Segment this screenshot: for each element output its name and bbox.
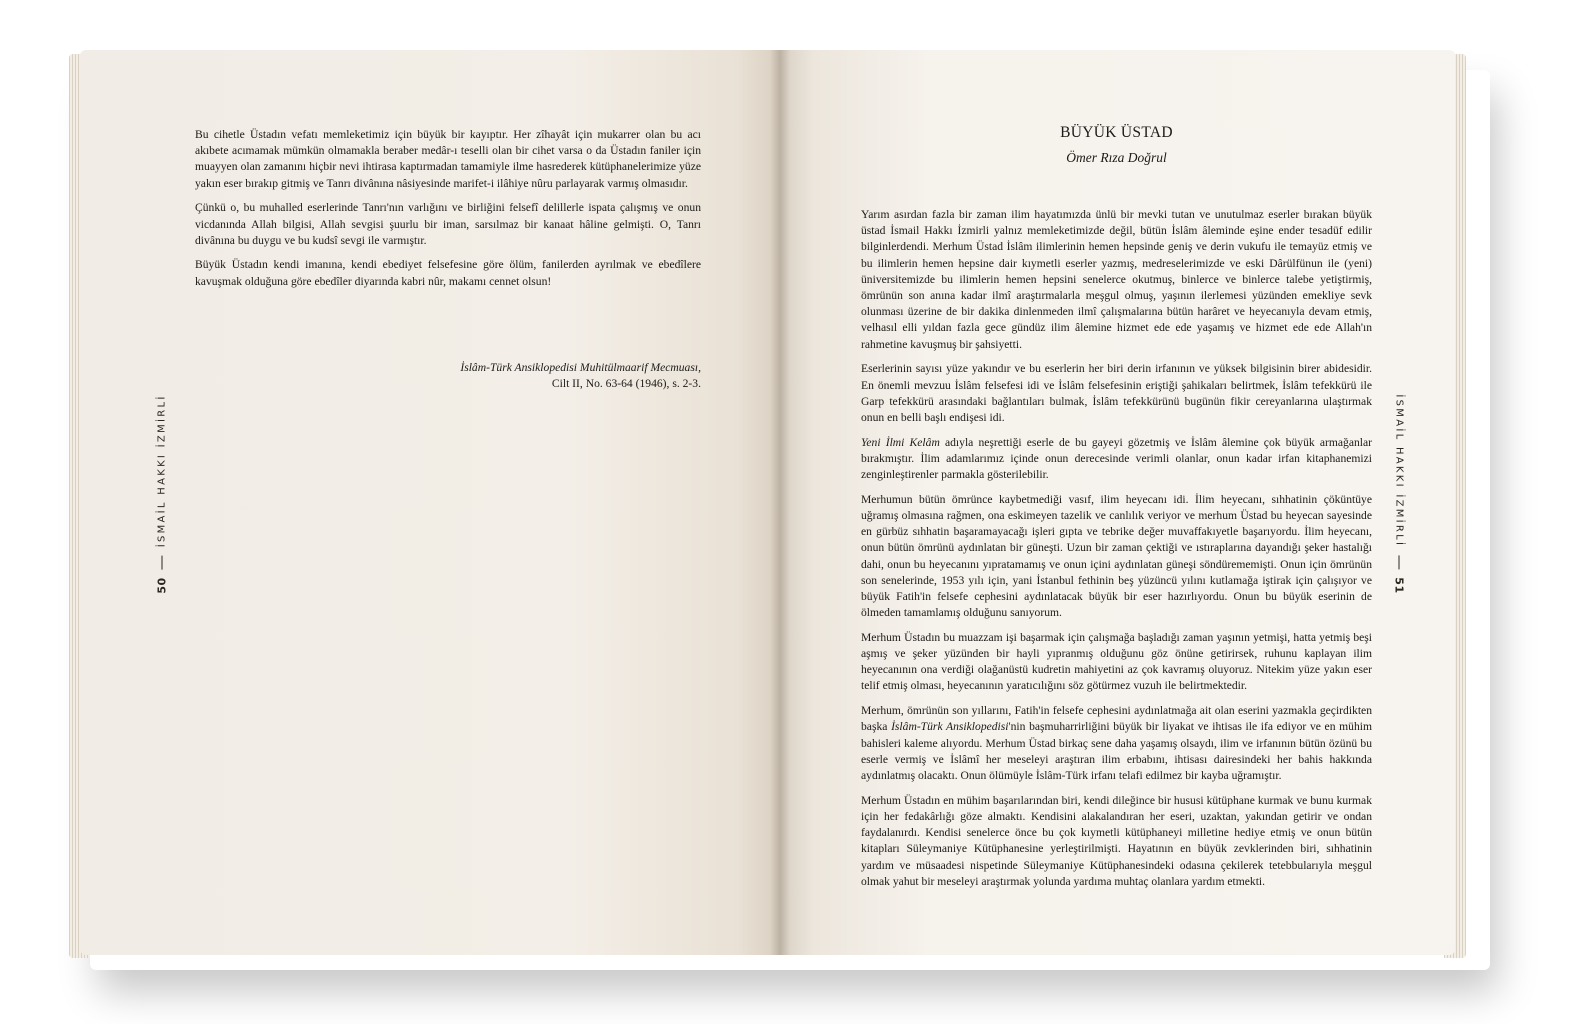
page-number: 50 bbox=[155, 577, 169, 594]
separator bbox=[162, 555, 163, 569]
paragraph: Yarım asırdan fazla bir zaman ilim hayatımızda ünlü bir mevki tutan ve unutulmaz eserler bırakan büyük üstad İsmail Hakkı İzmirli yalnız memleketimizde değil, bütün İslâm âleminde eşine ender tesadüf edilir bilginlerdendi. Merhum Üstad İslâm ilimlerinin hemen hepsinde geniş ve derin vukufu ile temayüz etmiş ve bu ilimlerin hemen hepsine dair kıymetli eserler yazmış, medreselerimizde ve eski Dârülfünun ile (yeni) üniversitemizde bu ilimlerin hemen hepsini senelerce okutmuş, binlerce ve binlerce talebe yetiştirmiş, ömrünün son anına kadar ilmî araştırmalarla meşgul olmuş, yaşının ilerlemesi yüzünden emekliye sevk olunması üzerine de bir dakika dinlenmeden ilmî çalışmalarına bütün harâret ve heyecanıyla devam etmiş, velhasıl elli yıldan fazla gece gündüz ilim âlemine hizmet ede ede yaşamış ve hizmet ede ede Allah'ın rahmetine kavuşmuş bir şahsiyetti. bbox=[861, 208, 1372, 351]
running-head-text: İSMAİL HAKKI İZMİRLİ bbox=[156, 394, 168, 548]
separator bbox=[1399, 555, 1400, 569]
paragraph bbox=[861, 435, 1372, 484]
chapter-author: Ömer Rıza Doğrul bbox=[1066, 150, 1167, 165]
paragraph-text: adıyla neşrettiği eserle de bu gayeyi gözetmiş ve İslâm âlemine çok büyük armağanlar bırakmıştır. İlim adamlarımız içinde onun derecesinde verimli olanlar, onun kadar irfan kitaphanemizi zenginleştirenler parmakla gösterilebilir. bbox=[861, 435, 1372, 482]
paragraph: Çünkü o, bu muhalled eserlerinde Tanrı'nın varlığını ve birliğini felsefî delillerle ispata çalışmış ve onun vicdanında Allah bilgisi, Allah sevgisi şuurlu bir iman, sarsılmaz bir kanaat hâline gelmişti. O, Tanrı divânına bu duygu ve bu kudsî sevgi ile varmıştır. bbox=[195, 201, 701, 247]
running-head-text: İSMAİL HAKKI İZMİRLİ bbox=[1393, 394, 1405, 548]
citation-source: İslâm-Türk Ansiklopedisi Muhitülmaarif Mecmuası, bbox=[460, 361, 701, 374]
page-number: 51 bbox=[1392, 577, 1406, 594]
right-page-body bbox=[861, 207, 1372, 890]
paragraph: Merhumun bütün ömrünce kaybetmediği vasıf, ilim heyecanı idi. İlim heyecanı, sıhhatinin çöküntüye uğramış olmasına rağmen, ona eskimeyen tazelik ve canlılık veriyor ve merhum Üstad bu heyecan sayesinde en gürbüz sıhhatin başaramayacağı işleri gıpta ve tebrike değer muvaffakıyetle başarıyordu. İlim heyecanı, onun bütün ömrünü aydınlatan bir güneşti. Uzun bir zaman çektiği ve ıstıraplarına dayandığı şeker hastalığı dahi, onun bu heyecanını yıpratamamış ve onun içini aydınlatan güneşi söndürememişti. Onun için ömrünün son senelerinde, 1953 yılı için, yani İstanbul fethinin beş yüzüncü yılını kutlamağa iştirak için çalışıyor ve büyük Fatih'in felsefe cephesini aydınlatacak büyük bir eser hazırlıyordu. Onun bu büyük eserinin de ölmeden tamamlamış olduğunu sanıyorum. bbox=[861, 492, 1372, 620]
citation-detail: Cilt II, No. 63-64 (1946), s. 2-3. bbox=[551, 377, 701, 390]
paragraph: Bu cihetle Üstadın vefatı memleketimiz için büyük bir kayıptır. Her zîhayât için mukarrer olan bu acı akıbete acımamak mümkün olmamakla beraber medâr-ı teselli olan bir cihet varsa o da Üstadın faniler için muayyen olan zamanını hiçbir nevi ihtirasa kaptırmadan tamamiyle ilme hasrederek kütüphanelerimize yüze yakın eser bırakıp gitmiş ve Tanrı divânına nâsiyesinde marifet-i ilâhiye nûru parlayarak varmış olmasıdır. bbox=[195, 128, 701, 190]
book-title: Yeni İlmi Kelâm bbox=[861, 435, 940, 449]
chapter-title: BÜYÜK ÜSTAD bbox=[1060, 124, 1173, 141]
paragraph-text: Merhum, ömrünün son yıllarını, Fatih'in felsefe cephesini aydınlatmağa ait olan eserini yazmakla geçirdikten başka bbox=[861, 704, 1372, 734]
left-running-head bbox=[156, 394, 169, 593]
paragraph-text: 'nin başmuharrirliğini büyük bir liyakat ve ihtisas ile ifa ediyor ve en mühim bahisleri kaleme alıyordu. Merhum Üstad birkaç sene daha yaşamış olsaydı, ilim ve irfanının bütün özünü bu eserle vermiş ve İslâmî her meseleyi araştıran ilim erbabını, ihtisası dairesindeki her bahis hakkında aydınlatmış olacaktı. Onun ölümüyle İslâm-Türk irfanı telafi edilmez bir kayba uğramıştır. bbox=[861, 720, 1372, 782]
paragraph: Merhum Üstadın en mühim başarılarından biri, kendi dileğince bir hususi kütüphane kurmak ve bunu kurmak için her fedakârlığı göze almaktı. Kendisini alakalandıran her eseri, uzaktan, yakından getirir ve ondan faydalanırdı. Kendisi senelerce önce bu çok kıymetli kütüphaneyi milletine hediye etmiş ve onun bütün kitapları Süleymaniye Kütüphanesine yerleştirilmişti. Hayatının en büyük zevklerinden biri, sıhhatinin yardım ve müsaadesi nispetinde Süleymaniye Kütüphanesindeki odasına çekilerek tetebbularıyla meşgul olmak yahut bir meseleyi araştırmak yolunda yardıma muhtaç olanlara yardım etmekti. bbox=[861, 793, 1372, 888]
citation bbox=[300, 360, 701, 392]
paragraph: Büyük Üstadın kendi imanına, kendi ebediyet felsefesine göre ölüm, fanilerden ayrılmak ve ebedîlere kavuşmak olduğuna göre ebedîler diyarında kabri nûr, makamı cennet olsun! bbox=[195, 258, 701, 288]
paragraph bbox=[861, 703, 1372, 784]
right-running-head bbox=[1393, 394, 1406, 593]
left-page-body bbox=[195, 127, 701, 290]
paragraph: Eserlerinin sayısı yüze yakındır ve bu eserlerin her biri derin irfanının ve yüksek bilgisinin birer abidesidir. En önemli mevzuu İslâm felsefesi idi ve İslâm felsefesinin eriştiği şahikaları belirtmek, İslâm tefekkürü ile Garp tefekkürü arasındaki bağlantıları bulmak, İslâm tefekkürünü bugünün fikir cereyanlarına ulaştırmak onun en belli başlı endişesi idi. bbox=[861, 362, 1372, 424]
book-gutter bbox=[770, 50, 790, 955]
paragraph: Merhum Üstadın bu muazzam işi başarmak için çalışmağa başladığı zaman yaşının yetmişi, hatta yetmiş beşi aşmış ve şeker yüzünden bir hayli yıpranmış olduğunu göz önüne getirirsek, ruhunu kaplayan ilim heyecanının ona verdiği olağanüstü kudretin mahiyetini az çok kavramış oluyoruz. Nitekim yüze yakın eser telif etmiş olması, heyecanının yaratıcılığını söz götürmez vuzuh ile belirtmektedir. bbox=[861, 630, 1372, 693]
book-title: İslâm-Türk Ansiklopedisi bbox=[891, 720, 1009, 734]
